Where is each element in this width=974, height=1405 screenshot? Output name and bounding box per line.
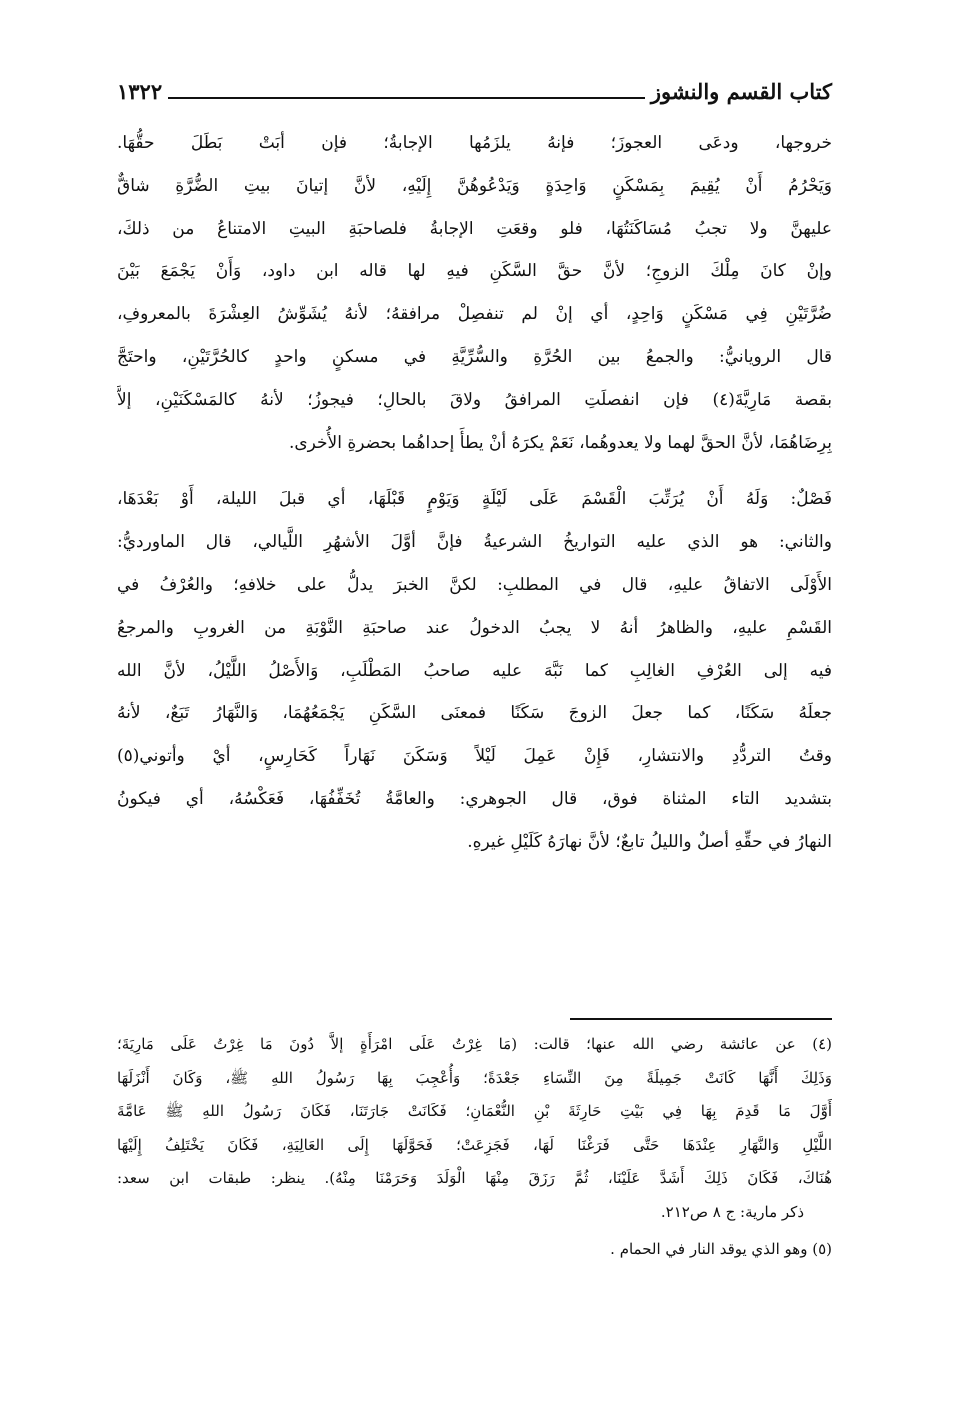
text-line: وإنْ كانَ مِلْكَ الزوجِ؛ لأنَّ حقَّ السَّكَنِ فيهِ لها قاله ابن داود، وَأَنْ يَجْمَعَ بَيْنَ [117, 261, 832, 282]
text-line: بقصة مَارِيَّةَ(٤) فإن انفصلَتِ المرافقُ ولاقَ بالحالِ؛ فيجوزُ؛ لأنهُ كالمَسْكَنَيْنِ، إلاَّ [117, 389, 832, 410]
text-line: جعلَهُ سَكَنًا، كما جعلَ الزوجَ سَكَنًا فمعنَى السَّكَنِ يَجْمَعُهُمَا، وَالنَّهَارُ تَبَعٌ، لأنهُ [117, 703, 832, 724]
main-text [117, 122, 832, 864]
text-line: وَيَحْرُمُ أَنْ يُقِيمَ بِمَسْكَنٍ وَاحِدَةٍ وَيَدْعُوهُنَّ إِلَيْهِ، لأنَّ إتيانَ بيتِ الضُّرَّةِ شاقٌّ [117, 175, 832, 196]
text-line: ضُرَّتَيْنِ فِي مَسْكَنٍ وَاحِدٍ، أي إنْ لم تنفصِلْ مرافقهُ؛ لأنهُ يُشَوِّشُ العِشْرَةَ بالمعروفِ، [117, 304, 832, 325]
text-line: بتشديد التاء المثناة فوق، قال الجوهري: والعامَّةُ تُخَفِّفُهَا، فَعَكْسُهُ، أي فيكونُ [117, 788, 832, 809]
text-line: الأَوْلَى الاتفاقُ عليهِ، قال في المطلبِ: لكنَّ الخبرَ يدلُّ على خلافهِ؛ والعُرْفُ في [117, 574, 832, 595]
footnote-line: (٤) عن عائشة رضي الله عنها؛ قالت: (مَا غِرْتُ عَلَى امْرَأَةٍ إلاَّ دُونَ مَا غِرْتُ عَلَى مَارِيَةَ؛ [117, 1035, 832, 1053]
text-line: والثاني: هو الذي عليه التواريخُ الشرعيةُ فإنَّ أوَّلَ الأشهُرِ اللَّيالي، قال الماورديُّ: [117, 532, 832, 553]
paragraph-gap [117, 464, 832, 478]
footnote-line: اللَّيْلِ وَالنَّهَارِ عِنْدَهَا حَتَّى فَرَغْنَا لَهَا، فَجَزِعَتْ؛ فَحَوَّلَهَا إِلَى العَالِيَةِ، فَكَانَ يَخْتَلِفُ إِلَيْهَا [117, 1135, 832, 1154]
text-line: قال الرويانيُّ: والجمعُ بين الحُرَّةِ والسُّرِّيَّةِ في مسكنٍ واحدٍ كالحُرَّتَيْنِ، واحتَجَّ [117, 346, 832, 367]
text-line: القَسْمِ عليهِ، والظاهرُ أنهُ لا يجبُ الدخولُ عند صاحبَةِ النَّوْبَةِ من الغروبِ والمرجعُ [117, 617, 832, 638]
footnote-line: وَذَلِكَ أَنَّهَا كَانَتْ جَمِيلَةً مِنَ النِّسَاءِ جَعْدَةً؛ وَأُعْجِبَ بِهَا رَسُولُ اللهِ ﷺ، وَكَانَ أَنْزَلَهَا [117, 1068, 832, 1087]
header-rule [168, 97, 645, 99]
text-line: النهارُ في حقِّهِ أصلٌ والليلُ تابعٌ؛ لأنَّ نهارَهُ كَلَيْلِ غيرهِ. [467, 831, 832, 852]
text-line: خروجها، ودعَى العجوزَ؛ فإنهُ يلزَمُها الإجابةُ؛ فإن أبَتْ بَطَلَ حقُّهَا. [117, 133, 832, 153]
footnote-line: أَوَّلَ مَا قَدِمَ بِهَا فِي بَيْتِ حَارِثَةَ بْنِ النُّعْمَانِ؛ فَكَانَتْ جَارَتَنَا، فَكَانَ رَسُولُ اللهِ ﷺ عَامَّةَ [117, 1102, 832, 1120]
footnotes [117, 1028, 832, 1267]
page-number: ١٣٢٢ [117, 79, 163, 104]
footnote-line: ذكر مارية: ج ٨ ص٢١٢. [660, 1202, 804, 1221]
page-header [117, 62, 832, 102]
text-line: وقتُ التردُّدِ والانتشارِ، فَإِنْ عَمِلَ لَيْلاً وَسَكَنَ نَهَاراً كَحَارِسٍ، أيْ وأتوني(٥) [117, 746, 832, 767]
section-heading-line: فَصْلٌ: وَلَهُ أَنْ يُرَتِّبَ الْقَسْمَ عَلَى لَيْلَةٍ وَيَوْمٍ قَبْلَهَا، أي قبلَ الليلة، أَوْ بَعْدَهَا، [117, 489, 832, 510]
footnote-5: (٥) وهو الذي يوقد النار في الحمام . [610, 1240, 832, 1258]
text-line: بِرِضَاهُمَا، لأنَّ الحقَّ لهما ولا يعدوهُما، نَعَمْ يكرَهُ أنْ يطأَ إحداهُما بحضرةِ الأُخرى. [288, 432, 832, 453]
footnote-separator [570, 1018, 832, 1020]
chapter-title: كتاب القسم والنشوز [650, 79, 832, 104]
text-line: فيه إلى العُرْفِ الغالِبِ كما نَبَّهَ عليه صاحبُ المَطْلَبِ، وَالأَصْلُ اللَّيْلُ، لأنَّ الله [117, 660, 832, 681]
text-line: عليهنَّ ولا تجبُ مُسَاكَنَتُهَا، فلو وقعَتِ الإجابةُ فلصاحبَةِ البيتِ الامتناعُ من ذلكَ، [117, 218, 832, 239]
footnote-line: هُنَاكَ، فَكَانَ ذَلِكَ أَشَدَّ عَلَيْنَا، ثُمَّ رَزَقَ مِنْهَا الْوَلَدَ وَحَرَمْنَا مِنْهُ). ينظر: طبقات ابن سعد: [117, 1169, 832, 1187]
